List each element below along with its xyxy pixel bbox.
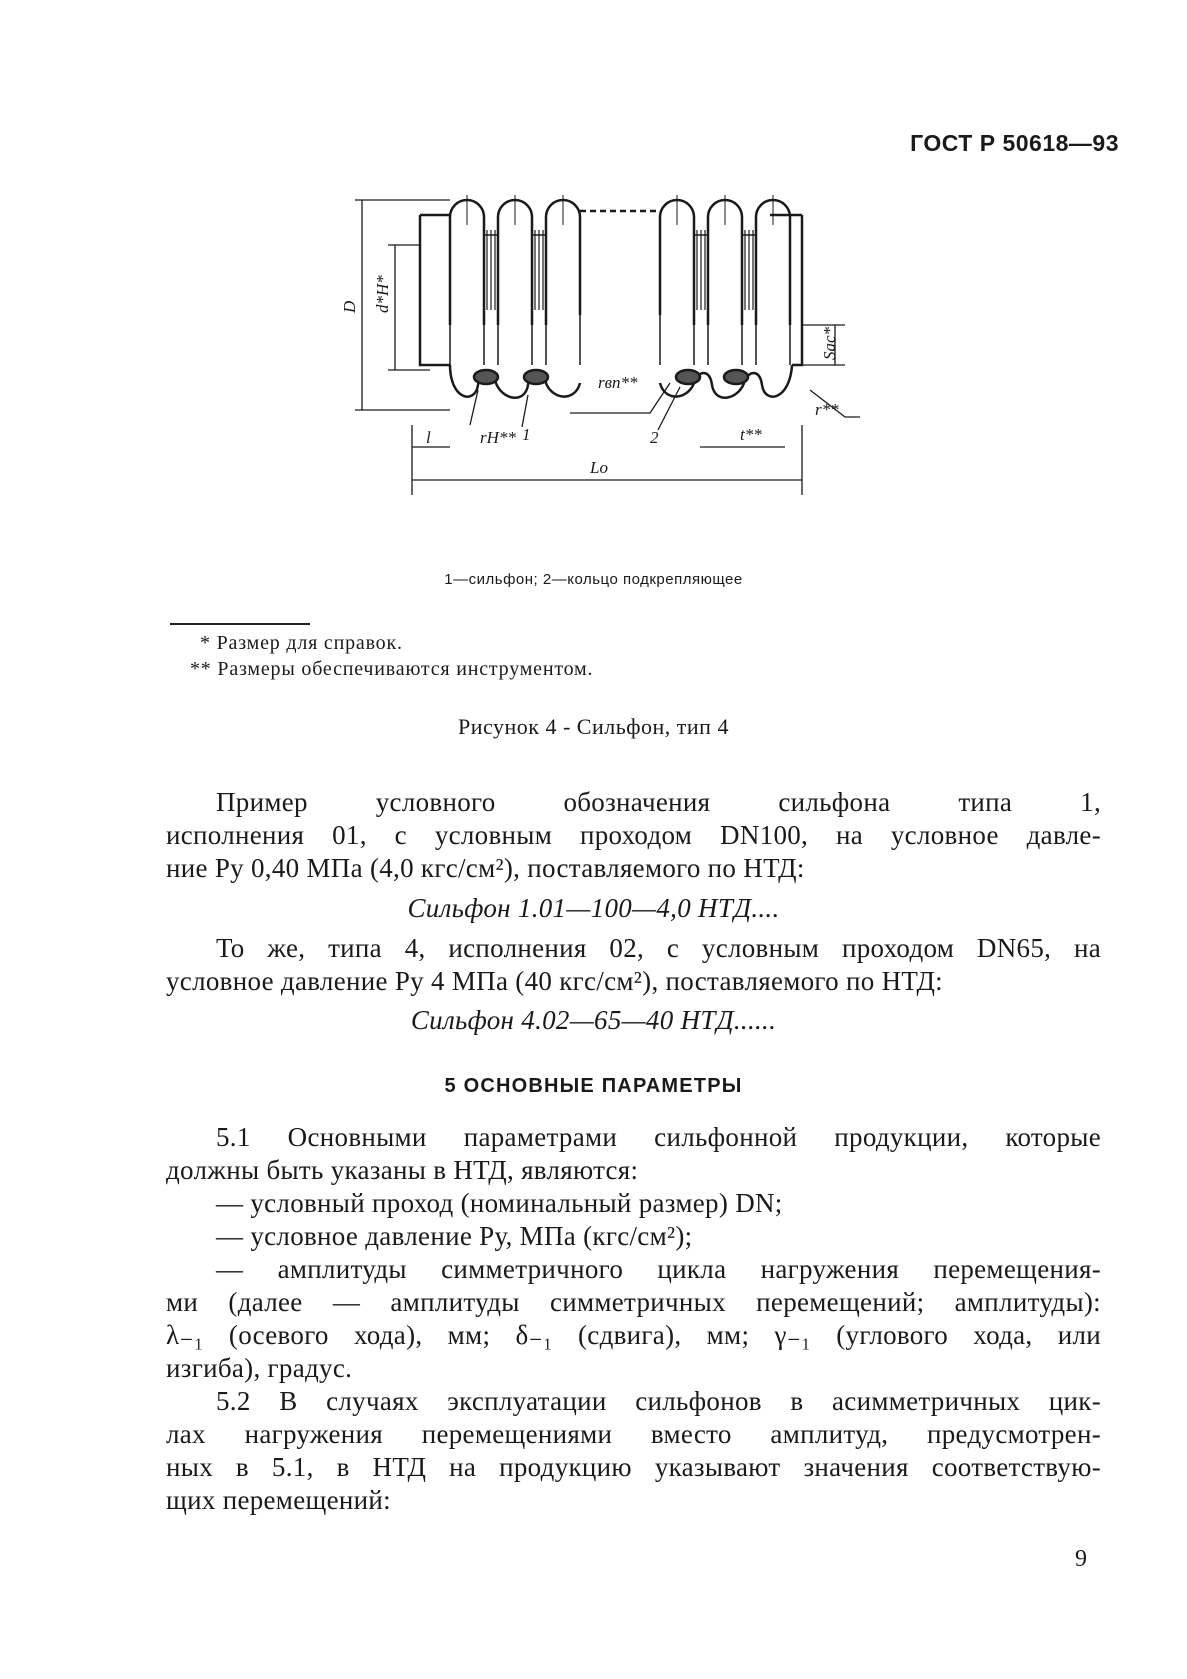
p51-line-5: — амплитуды симметричного цикла нагружения перемещения- (216, 1254, 1101, 1284)
callout-2: 2 (650, 428, 659, 447)
example-paragraph-2 (166, 932, 1101, 998)
page-number: 9 (1075, 1546, 1087, 1572)
figure-title: Рисунок 4 - Сильфон, тип 4 (458, 714, 729, 739)
paragraph-5-1 (166, 1121, 1101, 1517)
ring-section-1 (474, 370, 498, 384)
ring-section-3 (676, 370, 700, 384)
parts-legend: 1—сильфон; 2—кольцо подкрепляющее (444, 571, 743, 588)
bellows-drawing (340, 195, 930, 535)
standard-code: ГОСТ Р 50618—93 (910, 130, 1119, 156)
label-rvp: rвп** (598, 373, 638, 392)
ring-section-2 (524, 370, 548, 384)
callout-1: 1 (522, 425, 531, 444)
p51-line-8: изгиба), градус. (166, 1353, 353, 1383)
p51-line-2: должны быть указаны в НТД, являются: (166, 1155, 639, 1185)
label-r: r** (815, 400, 839, 419)
label-Sac: Sac* (820, 326, 839, 360)
ring-section-4 (724, 370, 748, 384)
p51-line-6: ми (далее — амплитуды симметричных перемещений; амплитуды): (166, 1287, 1101, 1317)
p51-line-4: — условное давление Pу, МПа (кгс/см²); (216, 1221, 693, 1251)
label-dH: d*H* (373, 275, 392, 313)
right-pipe-outline (792, 215, 802, 365)
p51-line-3: — условный проход (номинальный размер) DN; (216, 1188, 783, 1218)
p51-line-7: λ₋₁ (осевого хода), мм; δ₋₁ (сдвига), мм; γ₋₁ (углового хода, или (166, 1320, 1101, 1350)
example-line-5: условное давление Pу 4 МПа (40 кгс/см²), поставляемого по НТД: (166, 966, 943, 996)
example-line-4: То же, типа 4, исполнения 02, с условным проходом DN65, на (216, 933, 1101, 963)
left-pipe-outline (420, 215, 430, 365)
label-l: l (426, 428, 431, 447)
section-5-title: 5 ОСНОВНЫЕ ПАРАМЕТРЫ (444, 1075, 743, 1097)
footnote-1: * Размер для справок. (200, 632, 403, 654)
footnote-rule (170, 623, 310, 625)
label-rH: rH** (480, 428, 516, 447)
example-line-1: Пример условного обозначения сильфона типа 1, (216, 787, 1101, 817)
label-t: t** (740, 425, 762, 444)
example-paragraph (166, 786, 1101, 885)
p52-line-4: щих перемещений: (166, 1485, 391, 1515)
designation-formula-1: Сильфон 1.01—100—4,0 НТД.... (407, 893, 780, 923)
example-line-3: ние Pу 0,40 МПа (4,0 кгс/см²), поставляемого по НТД: (166, 853, 805, 883)
p51-line-1: 5.1 Основными параметрами сильфонной продукции, которые (216, 1122, 1101, 1152)
label-Lo: Lo (590, 458, 608, 477)
p52-line-3: ных в 5.1, в НТД на продукцию указывают значения соответствую- (166, 1452, 1101, 1482)
footnote-2: ** Размеры обеспечиваются инструментом. (190, 658, 594, 680)
label-D: D (340, 300, 359, 313)
p52-line-2: лах нагружения перемещениями вместо амплитуд, предусмотрен- (166, 1419, 1101, 1449)
designation-formula-2: Сильфон 4.02—65—40 НТД...... (410, 1005, 777, 1035)
example-line-2: исполнения 01, с условным проходом DN100, на условное давле- (166, 820, 1101, 850)
p52-line-1: 5.2 В случаях эксплуатации сильфонов в асимметричных цик- (216, 1386, 1101, 1416)
lower-profile-left (450, 365, 580, 398)
